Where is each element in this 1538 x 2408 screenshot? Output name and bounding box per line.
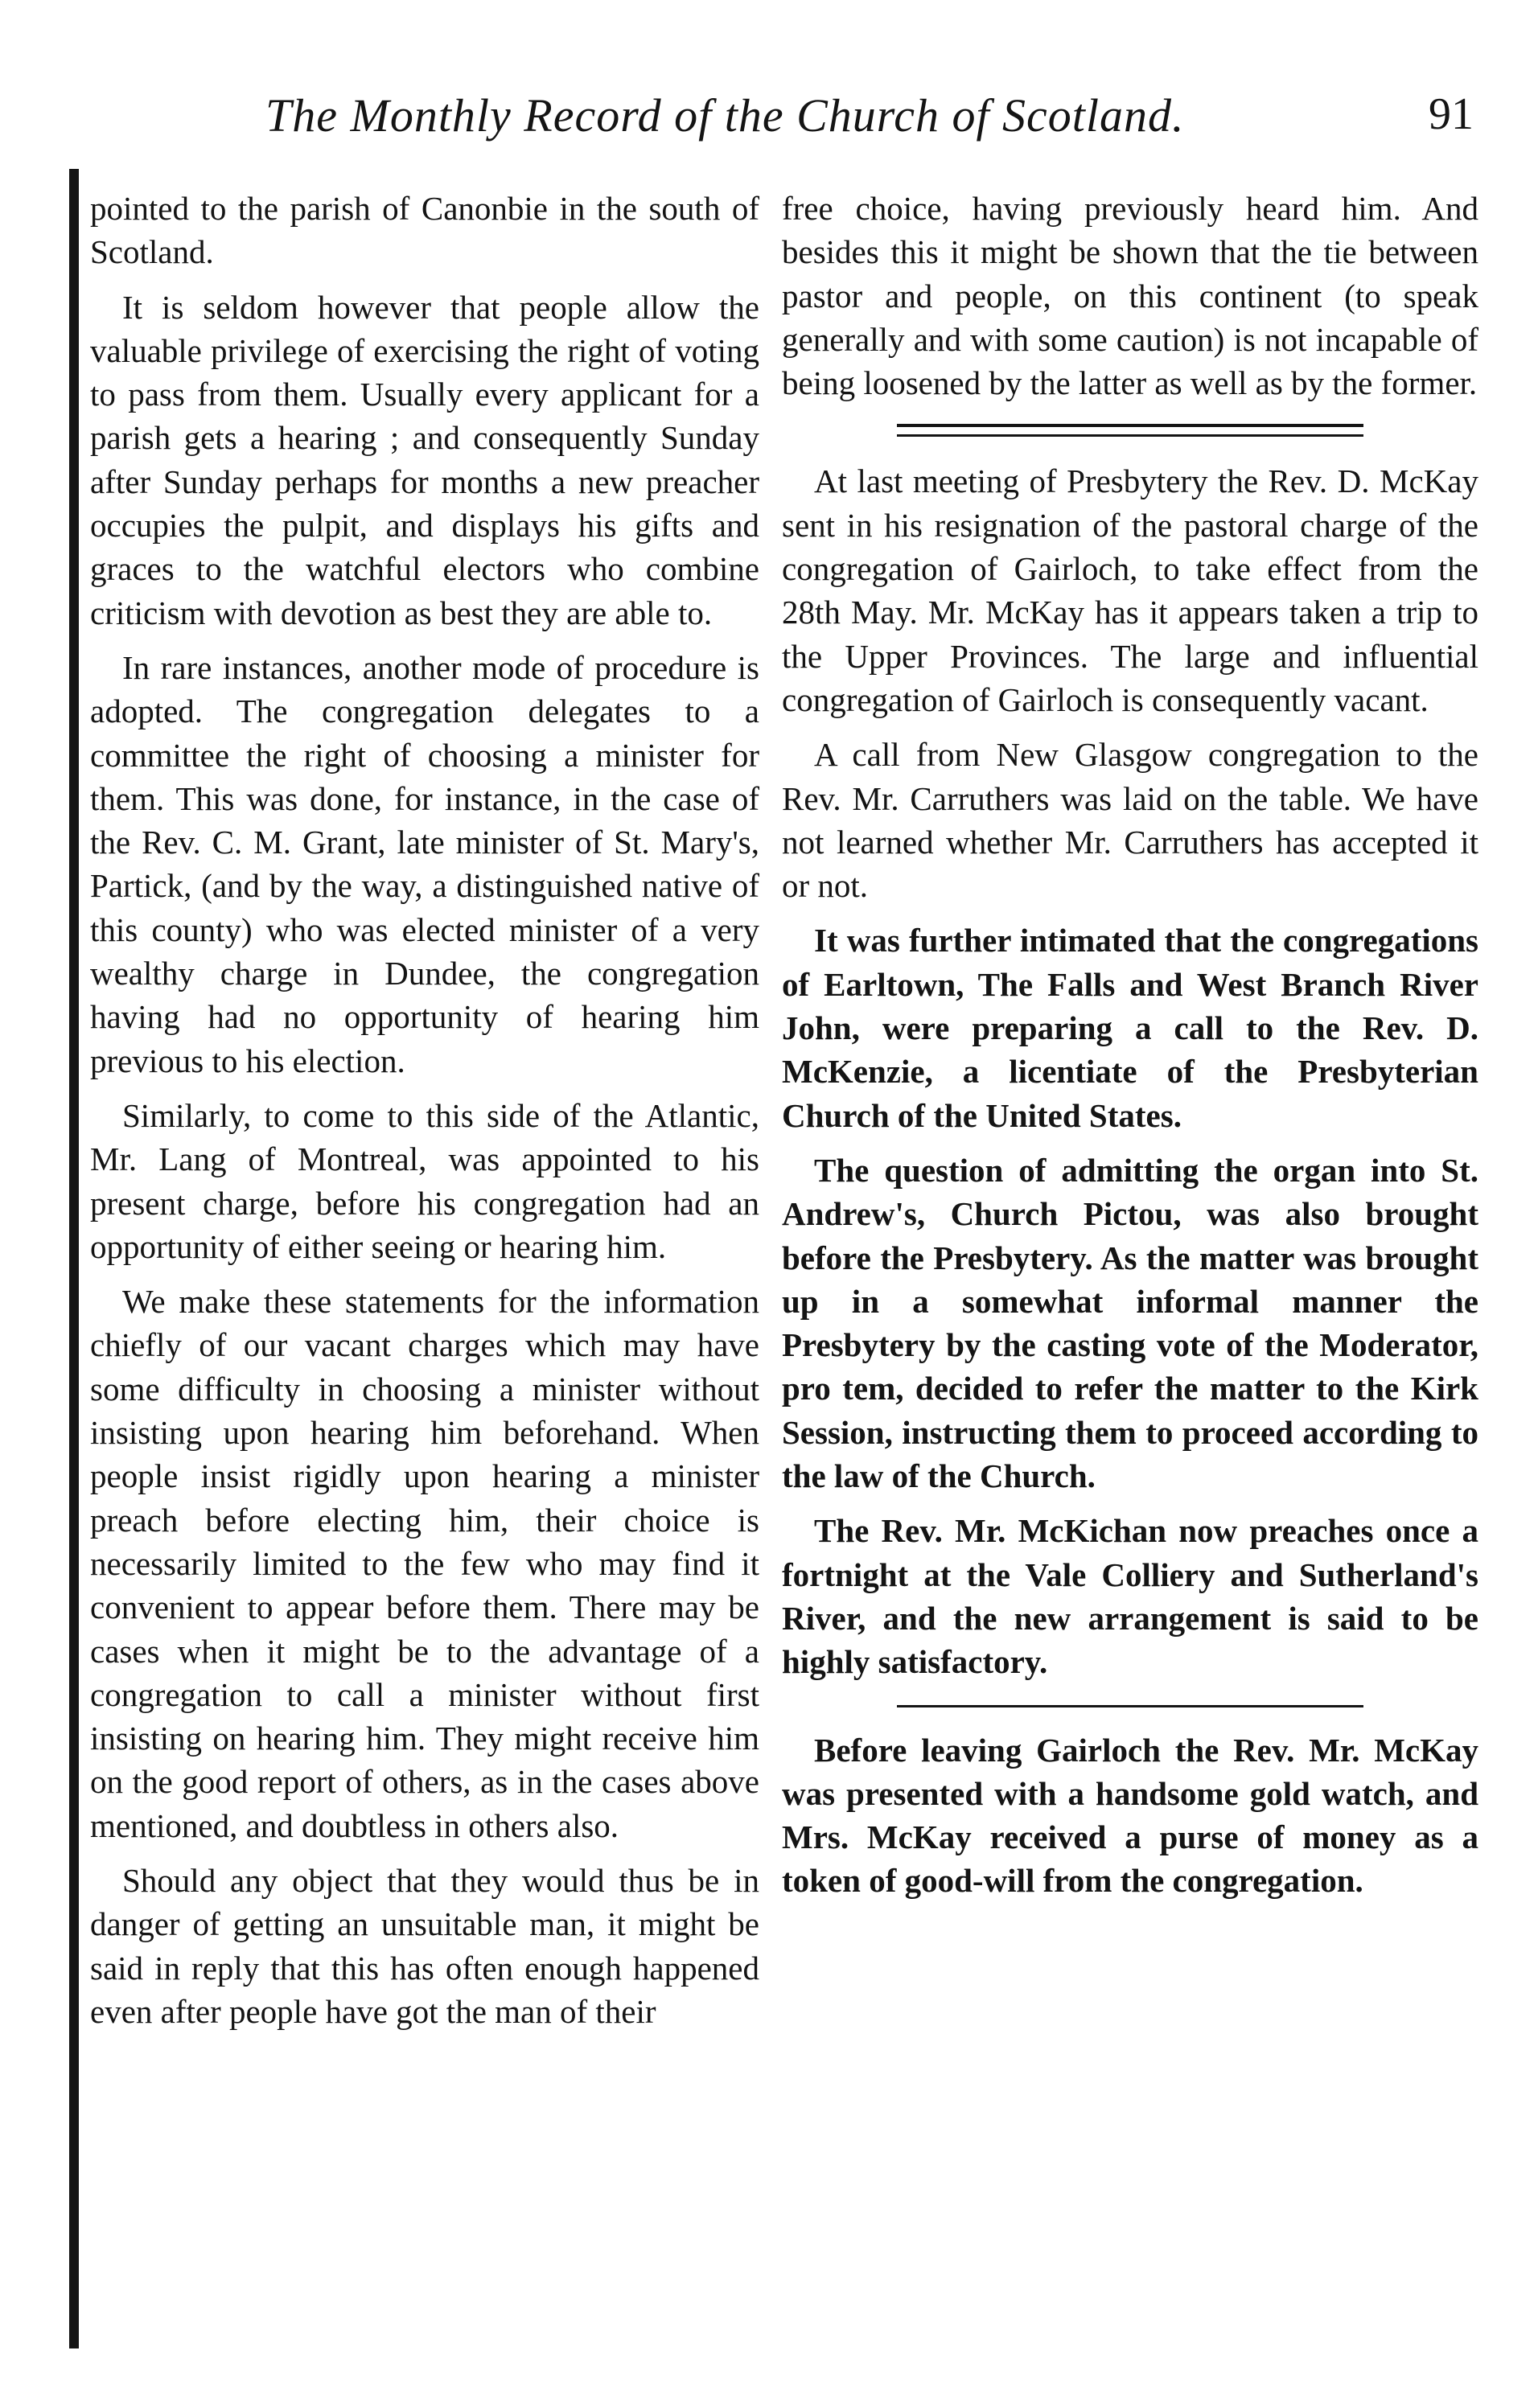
section-divider [897, 1705, 1363, 1707]
page-number: 91 [1429, 89, 1474, 139]
news-item: A call from New Glasgow congregation to the Rev. Mr. Carruthers was laid on the table. We have not learned whether Mr. Carruthers has accepted it or not. [782, 736, 1478, 905]
news-item: The question of admitting the organ into St. Andrew's, Church Pictou, was also brought before the Presbytery. As the matter was brought up in a somewhat informal manner the Presbytery by the casting vote of the Moderator, pro tem, decided to refer the matter to the Kirk Session, instructing them to proceed according to the law of the Church. [782, 1151, 1478, 1495]
article-paragraph: We make these statements for the information chiefly of our vacant charges which may have some difficulty in choosing a minister without insisting upon hearing him beforehand. When people insist rigidly upon hearing a minister preach before electing him, their choice is necessarily limited to the few who may find it convenient to appear before them. There may be cases when it might be to the advantage of a congregation to call a minister without first insisting on hearing him. They might receive him on the good report of others, as in the cases above mentioned, and doubtless in others also. [90, 1283, 759, 1844]
news-item: At last meeting of Presbytery the Rev. D. McKay sent in his resignation of the pastoral charge of the congregation of Gairloch, to take effect from the 28th May. Mr. McKay has it appears taken a trip to the Upper Provinces. The large and influential congregation of Gairloch is consequently vacant. [782, 462, 1478, 718]
section-divider-double [897, 424, 1363, 437]
right-column [782, 187, 1478, 1914]
binding-edge-shadow [69, 169, 79, 2348]
article-paragraph: pointed to the parish of Canonbie in the south of Scotland. [90, 190, 759, 271]
left-column [90, 187, 759, 2044]
article-paragraph: Should any object that they would thus be in danger of getting an unsuitable man, it might be said in reply that this has often enough happened even after people have got the man of their [90, 1861, 759, 2030]
closing-news-item: Before leaving Gairloch the Rev. Mr. McKay was presented with a handsome gold watch, and Mrs. McKay received a purse of money as a token of good-will from the congregation. [782, 1731, 1478, 1900]
article-paragraph: It is seldom however that people allow the valuable privilege of exercising the right of voting to pass from them. Usually every applicant for a parish gets a hearing ; and consequently Sunday after Sunday perhaps for months a new preacher occupies the pulpit, and displays his gifts and graces to the watchful electors who combine criticism with devotion as best they are able to. [90, 288, 759, 631]
article-paragraph: In rare instances, another mode of procedure is adopted. The congregation delegates to a committee the right of choosing a minister for them. This was done, for instance, in the case of the Rev. C. M. Grant, late minister of St. Mary's, Partick, (and by the way, a distinguished native of this county) who was elected minister of a very wealthy charge in Dundee, the congregation having had no opportunity of hearing him previous to his election. [90, 648, 759, 1079]
article-continuation: free choice, having previously heard him. And besides this it might be shown that the tie between pastor and people, on this continent (to speak generally and with some caution) is not incapable of being loosened by the latter as well as by the former. [782, 190, 1478, 402]
page-header [0, 88, 1538, 161]
news-item: It was further intimated that the congregations of Earltown, The Falls and West Branch River John, were preparing a call to the Rev. D. McKenzie, a licentiate of the Presbyterian Church of the United States. [782, 922, 1478, 1134]
article-paragraph: Similarly, to come to this side of the Atlantic, Mr. Lang of Montreal, was appointed to his present charge, before his congregation had an opportunity of either seeing or hearing him. [90, 1096, 759, 1265]
running-title: The Monthly Record of the Church of Scotland. [265, 89, 1185, 142]
news-item: The Rev. Mr. McKichan now preaches once a fortnight at the Vale Colliery and Sutherland's River, and the new arrangement is said to be highly satisfactory. [782, 1512, 1478, 1681]
